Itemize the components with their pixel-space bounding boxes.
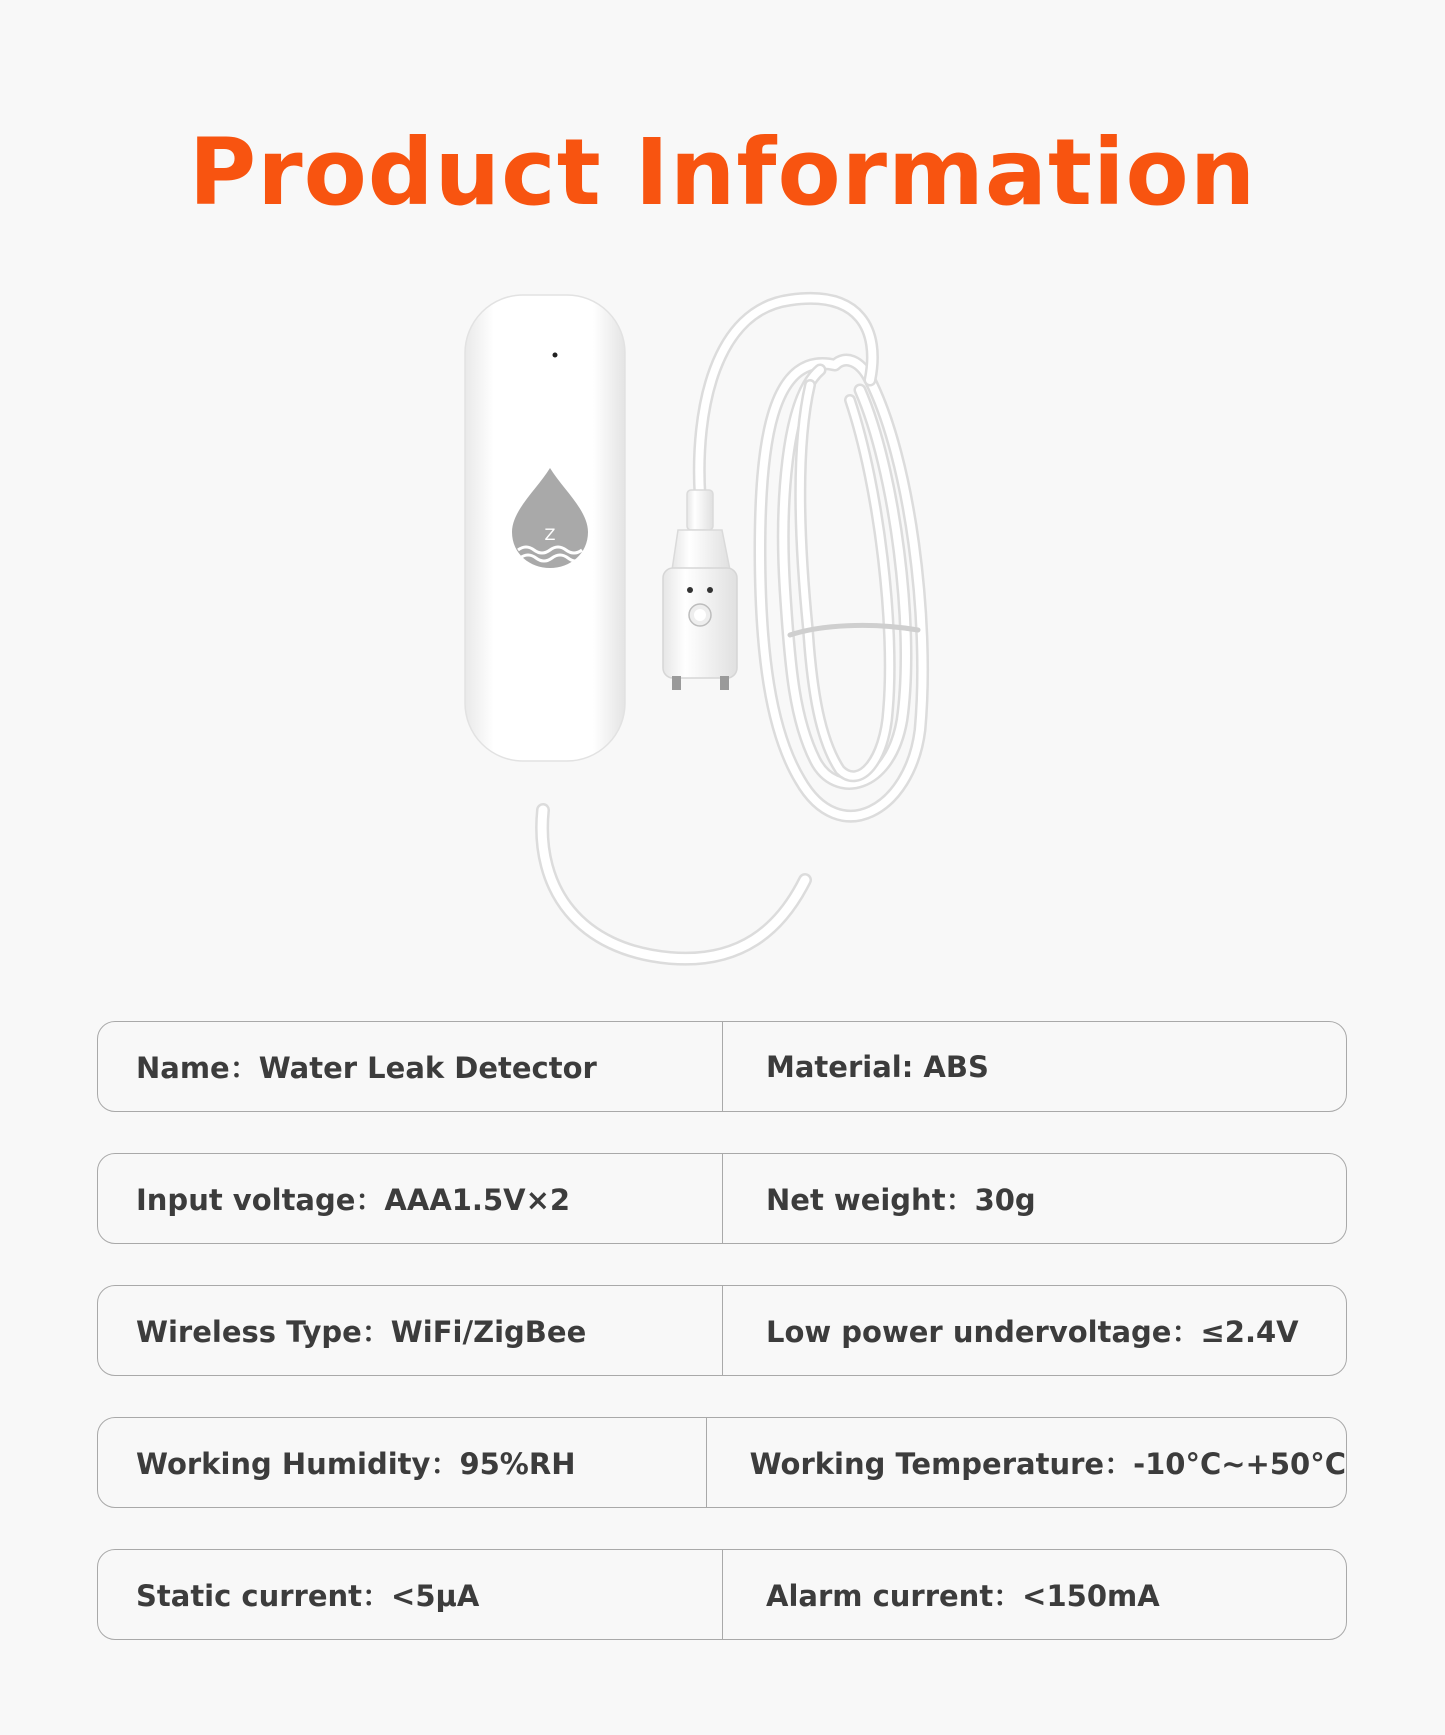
spec-table (97, 1021, 1347, 1681)
spec-row-humidity-temperature (97, 1417, 1347, 1508)
spec-working-humidity: Working Humidity：95%RH (98, 1418, 707, 1507)
product-image (440, 290, 1000, 980)
spec-net-weight: Net weight：30g (766, 1183, 1036, 1217)
spec-row-wireless-undervoltage (97, 1285, 1347, 1376)
spec-input-voltage: Input voltage：AAA1.5V×2 (98, 1154, 723, 1243)
svg-text:Z: Z (544, 525, 556, 544)
spec-row-currents (97, 1549, 1347, 1640)
spec-row-name-material (97, 1021, 1347, 1112)
spec-alarm-current: Alarm current：<150mA (766, 1579, 1160, 1613)
spec-name: Name：Water Leak Detector (98, 1022, 723, 1111)
spec-wireless-type: Wireless Type：WiFi/ZigBee (98, 1286, 723, 1375)
spec-working-temperature: Working Temperature：-10°C~+50°C (749, 1447, 1346, 1481)
spec-row-voltage-weight (97, 1153, 1347, 1244)
page-title: Product Information (188, 119, 1257, 226)
spec-low-power-undervoltage: Low power undervoltage：≤2.4V (766, 1315, 1299, 1349)
spec-material: Material: ABS (766, 1049, 989, 1084)
spec-static-current: Static current：<5μA (98, 1550, 723, 1639)
